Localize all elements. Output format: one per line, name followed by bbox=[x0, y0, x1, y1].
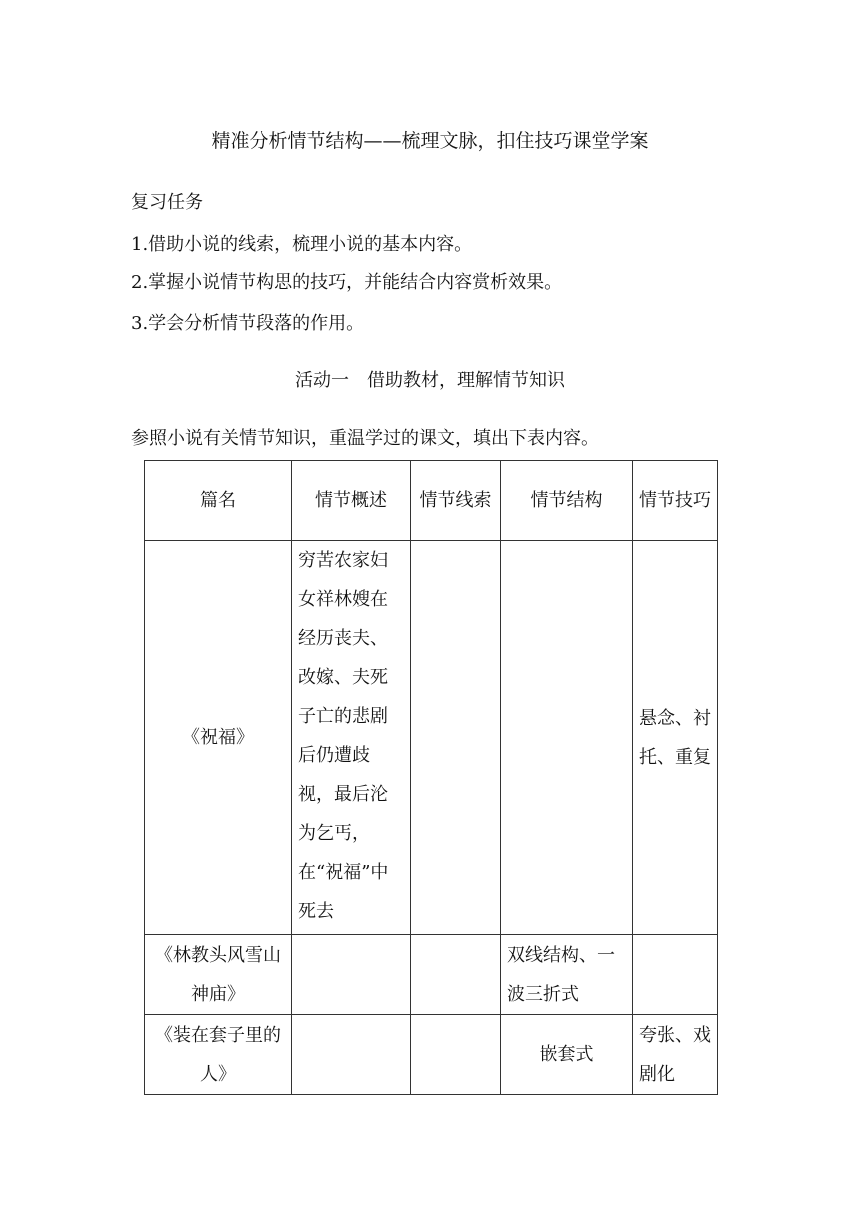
table-header-row bbox=[145, 461, 718, 541]
table-row bbox=[145, 541, 718, 935]
table-row bbox=[145, 1015, 718, 1095]
row-title: 《祝福》 bbox=[145, 541, 292, 935]
row-title: 《装在套子里的人》 bbox=[145, 1015, 292, 1095]
row-structure: 嵌套式 bbox=[501, 1015, 633, 1095]
header-clue: 情节线索 bbox=[411, 461, 501, 541]
row-clue bbox=[411, 935, 501, 1015]
row-summary bbox=[292, 1015, 411, 1095]
row-technique bbox=[633, 935, 718, 1015]
plot-table bbox=[144, 460, 718, 1095]
table-row bbox=[145, 935, 718, 1015]
header-summary: 情节概述 bbox=[292, 461, 411, 541]
row-summary: 穷苦农家妇女祥林嫂在经历丧夫、改嫁、夫死子亡的悲剧后仍遭歧视，最后沦为乞丐，在“祝福”中死去 bbox=[292, 541, 411, 935]
page-title: 精准分析情节结构——梳理文脉，扣住技巧课堂学案 bbox=[211, 130, 649, 152]
row-summary bbox=[292, 935, 411, 1015]
review-item-3: 3.学会分析情节段落的作用。 bbox=[131, 313, 365, 334]
review-item-1: 1.借助小说的线索，梳理小说的基本内容。 bbox=[131, 234, 473, 255]
row-technique: 夸张、戏剧化 bbox=[633, 1015, 718, 1095]
review-heading: 复习任务 bbox=[131, 192, 203, 213]
activity-instruction: 参照小说有关情节知识，重温学过的课文，填出下表内容。 bbox=[131, 428, 599, 449]
row-title: 《林教头风雪山神庙》 bbox=[145, 935, 292, 1015]
header-technique: 情节技巧 bbox=[633, 461, 718, 541]
review-item-2: 2.掌握小说情节构思的技巧，并能结合内容赏析效果。 bbox=[131, 272, 563, 293]
row-clue bbox=[411, 541, 501, 935]
row-structure: 双线结构、一波三折式 bbox=[501, 935, 633, 1015]
row-structure bbox=[501, 541, 633, 935]
header-structure: 情节结构 bbox=[501, 461, 633, 541]
activity-heading: 活动一 借助教材，理解情节知识 bbox=[295, 370, 565, 391]
row-technique: 悬念、衬托、重复 bbox=[633, 541, 718, 935]
row-clue bbox=[411, 1015, 501, 1095]
header-title: 篇名 bbox=[145, 461, 292, 541]
